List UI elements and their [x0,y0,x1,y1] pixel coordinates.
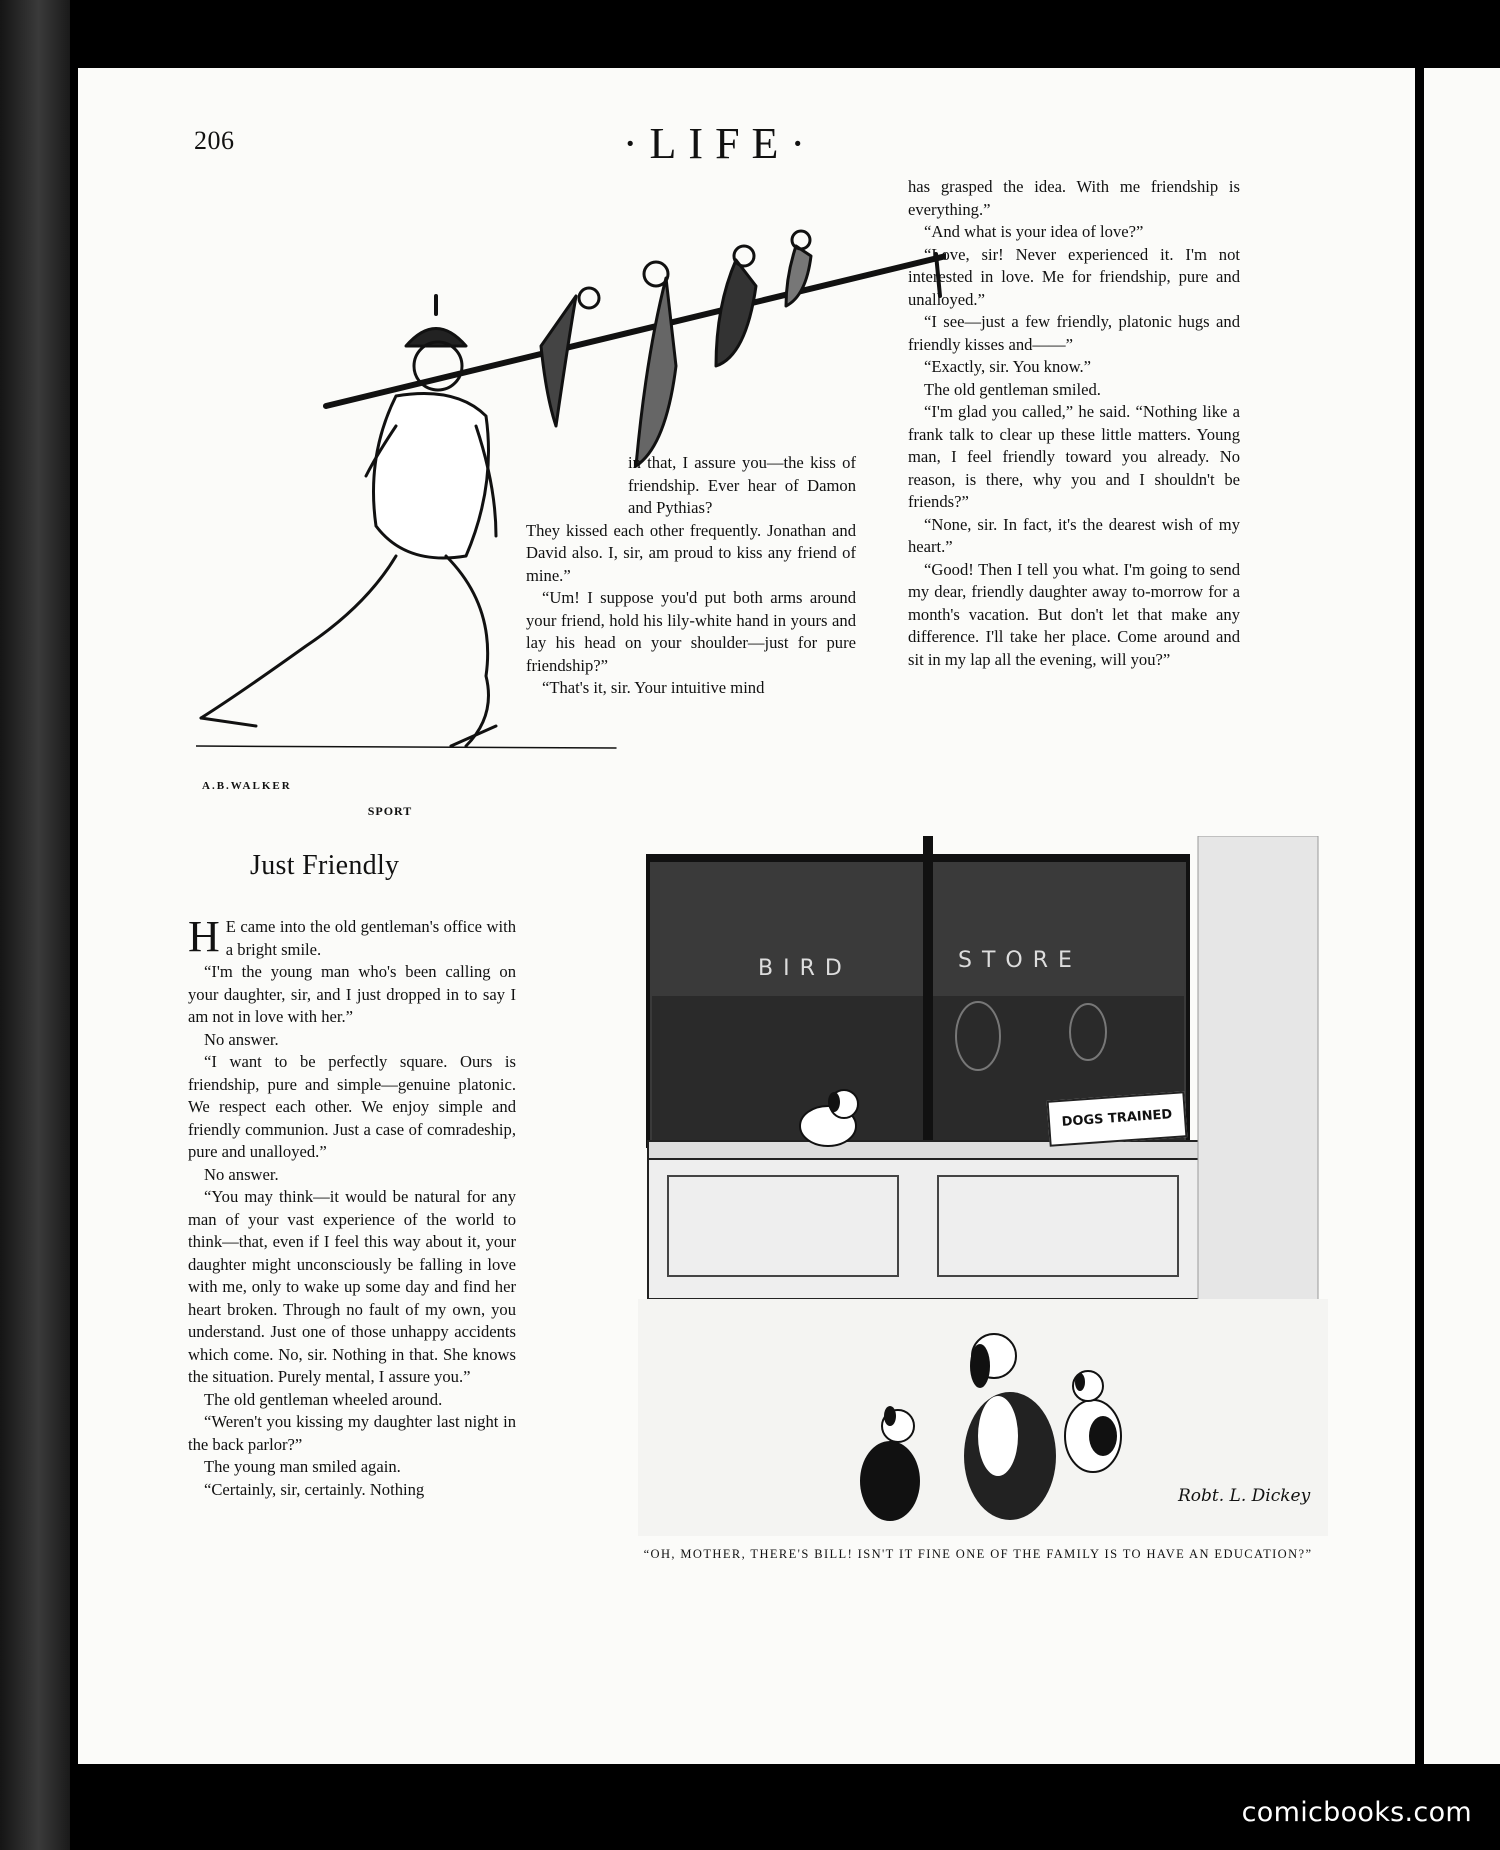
story-paragraph: has grasped the idea. With me friendship is everything.” [908,177,1240,219]
story-paragraph: “I'm the young man who's been calling on your daughter, sir, and I just dropped in to say I am not in love with her.” [188,962,516,1026]
story-opening-paragraph: H E came into the old gentleman's office with a bright smile. [188,912,516,961]
story-paragraph: The old gentleman smiled. [924,379,1101,399]
sport-caption: SPORT [367,804,413,818]
story-paragraph: “Good! Then I tell you what. I'm going to send my dear, friendly daughter away to-morrow for a month's vacation. But don't let that make any difference. I'll take her place. Come around and sit in my lap all the evening, will you?” [908,559,1240,669]
page-number: 206 [194,126,235,155]
story-column-1 [188,912,516,1501]
story-paragraph: “I want to be perfectly square. Ours is friendship, pure and simple—genuine platonic. We respect each other. We enjoy simple and friendly communion. Just a case of comradeship, pure and unalloyed.” [188,1052,516,1161]
story-paragraph: The young man smiled again. [204,1457,401,1476]
story-paragraph: No answer. [204,1029,279,1049]
story-paragraph: “Certainly, sir, certainly. Nothing [204,1479,425,1499]
story-paragraph: “I see—just a few friendly, platonic hugs and friendly kisses and——” [908,312,1240,354]
story-paragraph: in that, I assure you—the kiss of friendship. Ever hear of Damon and Pythias? [628,453,856,517]
store-sign-bird: BIRD [758,956,852,981]
story-paragraph: “You may think—it would be natural for any man of your vast experience of the world to think—that, even if I feel this way about it, your daughter might unconsciously be falling in love with me, only to wake up some day and find her heart broken. Through no fault of my own, you understand. Just one of those unhappy accidents which come. No, sir. Nothing in that. She knows the situation. Purely mental, I assure you.” [188,1187,516,1386]
drop-cap: H [188,912,220,961]
story-paragraph: The old gentleman wheeled around. [204,1389,443,1409]
story-paragraph: “Weren't you kissing my daughter last night in the back parlor?” [188,1412,516,1454]
story-paragraph: No answer. [204,1164,279,1184]
site-watermark: comicbooks.com [1241,1797,1472,1828]
dogs-trained-sign: DOGS TRAINED [1047,1091,1188,1147]
story-paragraph: “None, sir. In fact, it's the dearest wish of my heart.” [908,514,1240,556]
sport-artist-signature: A.B.WALKER [202,780,292,792]
story-title: Just Friendly [250,850,400,881]
story-paragraph: “That's it, sir. Your intuitive mind [542,678,765,697]
story-column-3 [908,176,1240,671]
story-paragraph: They kissed each other frequently. Jonathan and David also. I, sir, am proud to kiss any friend of mine.” [526,520,856,585]
story-paragraph: “Exactly, sir. You know.” [924,357,1091,376]
bird-store-cartoon [638,836,1328,1536]
scan-binding-edge [0,0,70,1850]
story-paragraph: “Um! I suppose you'd put both arms around your friend, hold his lily-white hand in yours and lay his head on your shoulder—just for pure friendship?” [526,588,856,675]
story-paragraph: “I'm glad you called,” he said. “Nothing like a frank talk to clear up these little matters. Young man, I feel friendly toward you already. No reason, is there, why you and I shouldn't be friends?” [908,402,1240,511]
dog-cartoon-signature: Robt. L. Dickey [1178,1486,1311,1506]
adjacent-page-edge [1424,68,1500,1764]
store-sign-store: STORE [958,948,1082,973]
magazine-title: ·LIFE· [622,119,818,168]
story-paragraph: “Love, sir! Never experienced it. I'm not interested in love. Me for friendship, pure and unalloyed.” [908,244,1240,309]
dog-cartoon-caption: “OH, MOTHER, THERE'S BILL! ISN'T IT FINE ONE OF THE FAMILY IS TO HAVE AN EDUCATION?” [643,1547,1313,1561]
story-paragraph: “And what is your idea of love?” [924,222,1144,241]
story-column-2 [526,452,856,700]
